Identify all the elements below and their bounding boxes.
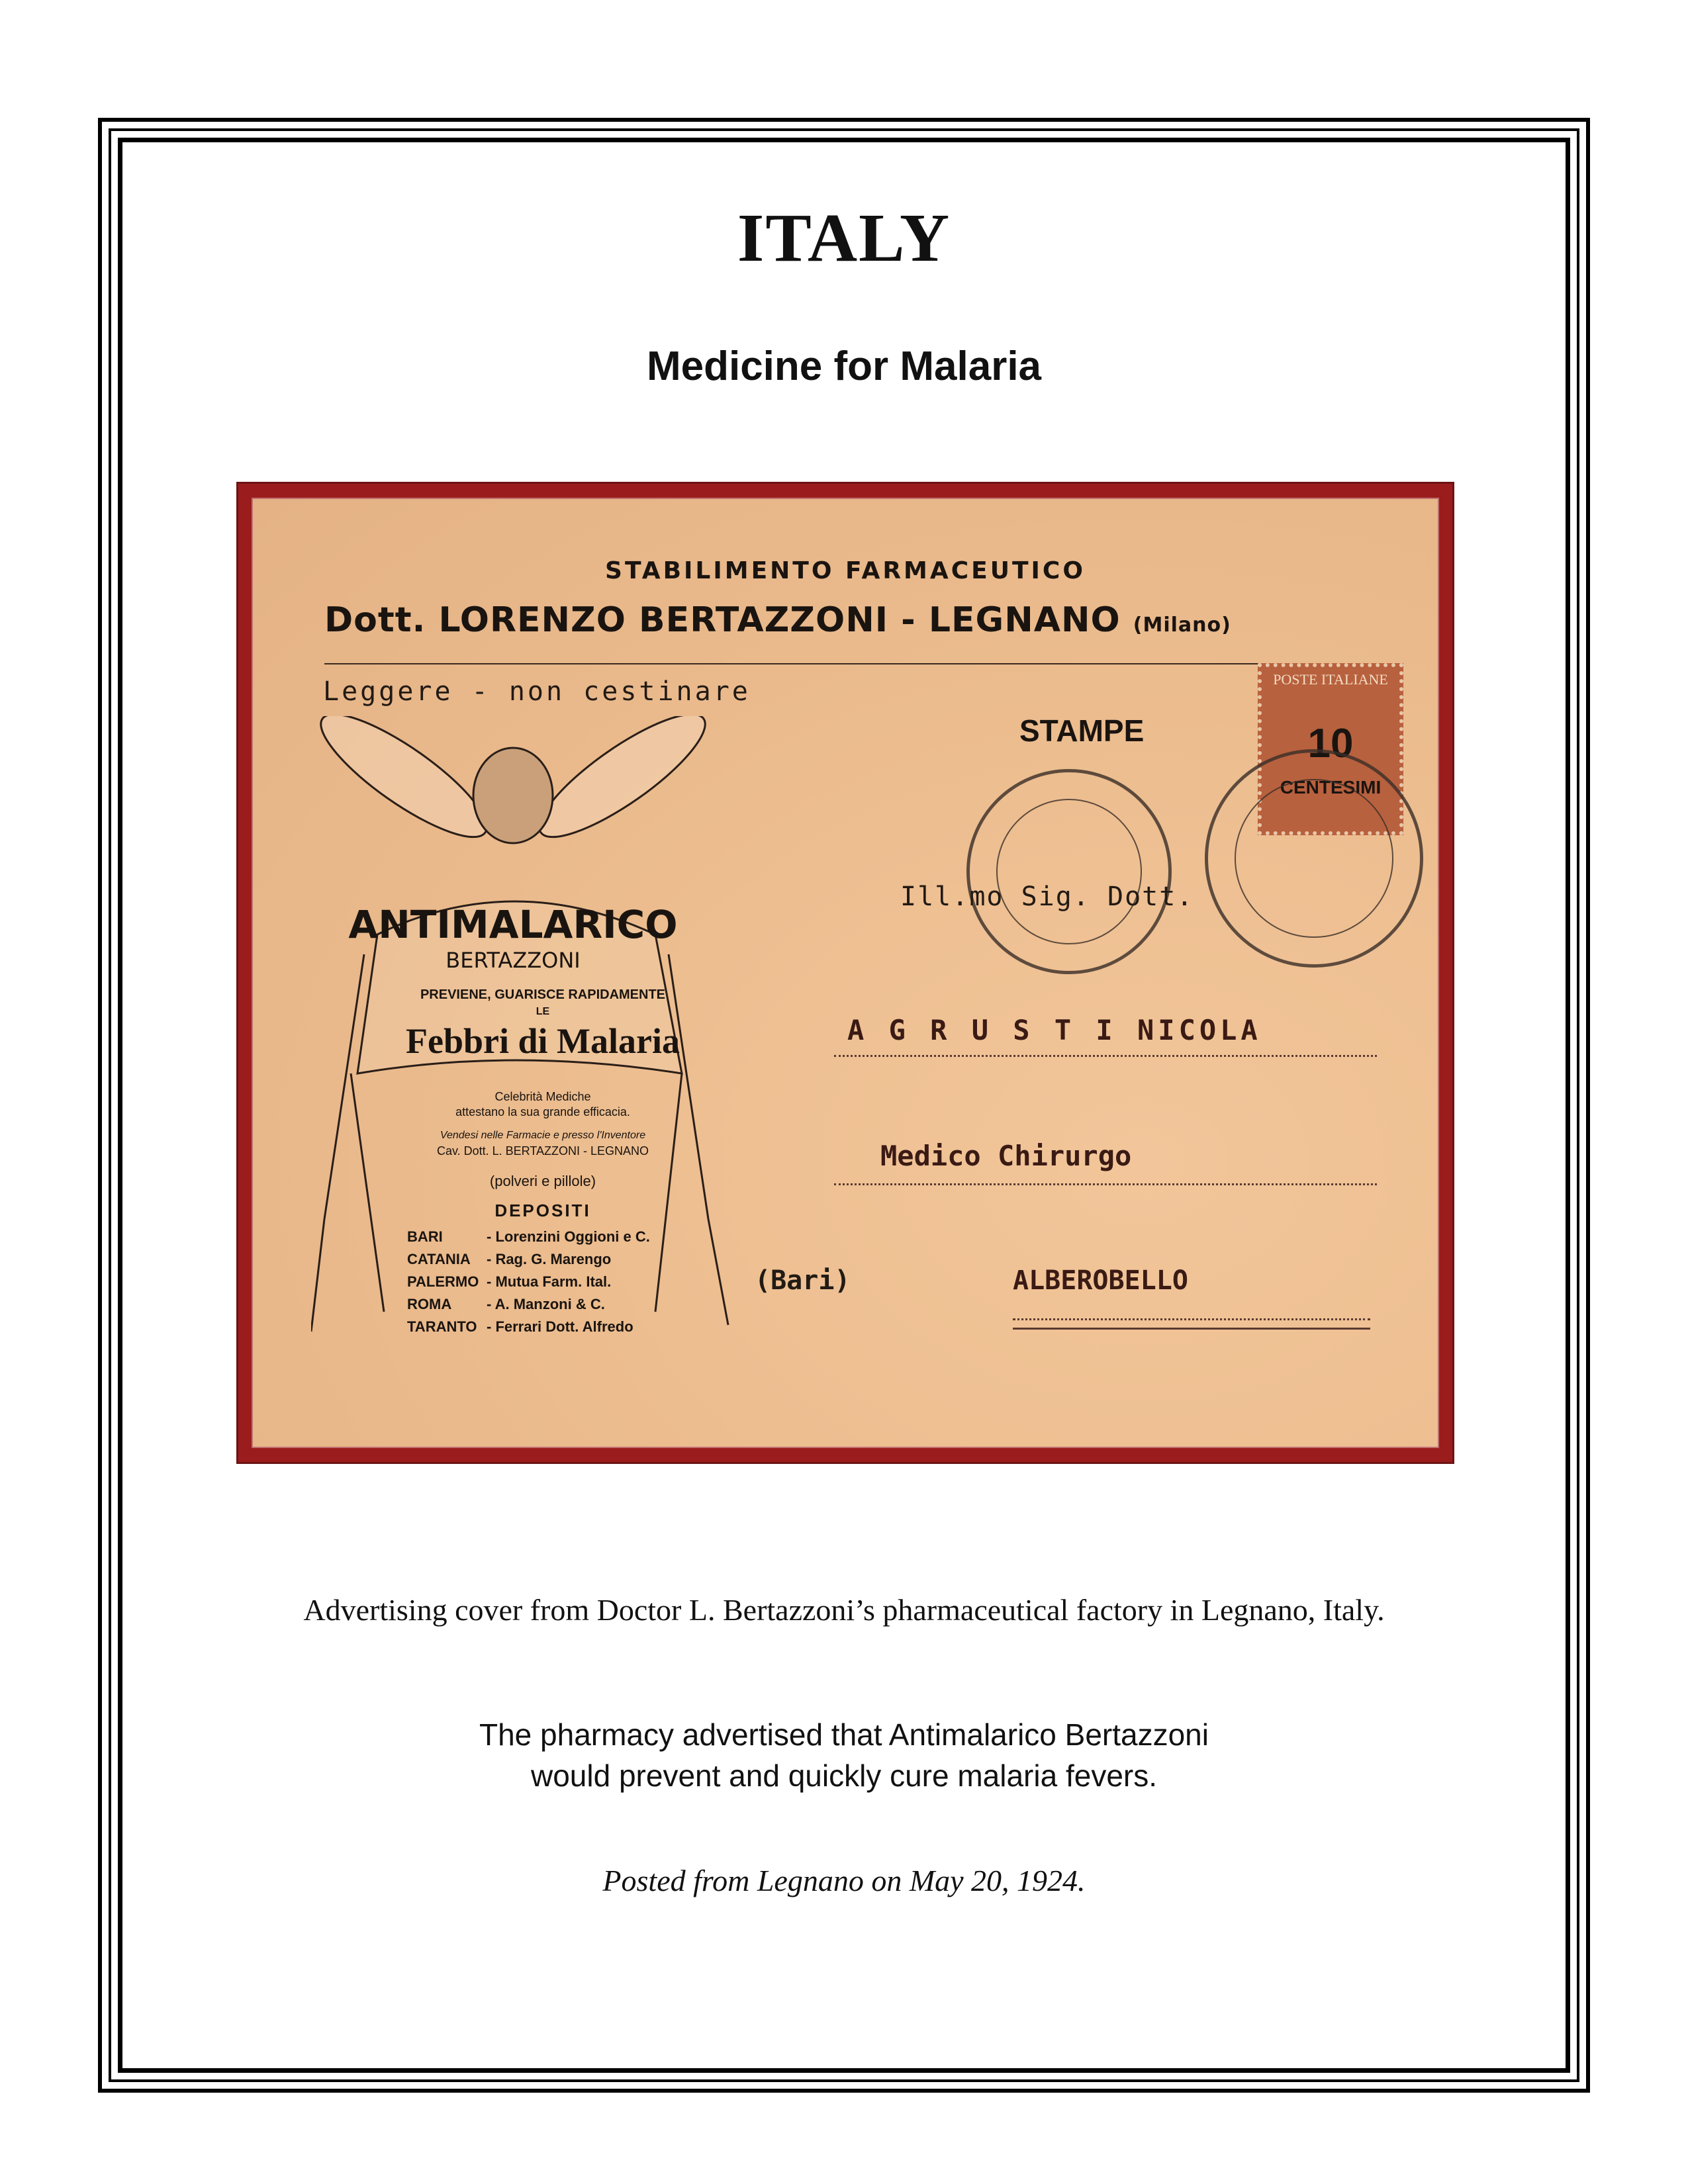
ad-sold: Vendesi nelle Farmacie e presso l'Inventore: [440, 1130, 646, 1141]
ad-le: LE: [536, 1006, 550, 1017]
postmark-circle-1: [966, 769, 1172, 974]
postmark-inner-ring: [996, 799, 1142, 944]
ad-attest: attestano la sua grande efficacia.: [455, 1105, 630, 1118]
caption-claim: [0, 1714, 1688, 1796]
ad-inventor: Cav. Dott. L. BERTAZZONI - LEGNANO: [436, 1144, 649, 1158]
caption-description: Advertising cover from Doctor L. Bertazzoni’s pharmaceutical factory in Legnano, Italy.: [303, 1593, 1385, 1627]
address-name: A G R U S T I NICOLA: [847, 1014, 1262, 1046]
stamp-top-text: POSTE ITALIANE: [1273, 671, 1388, 688]
caption-claim-line1: The pharmacy advertised that Antimalarico Bertazzoni: [479, 1717, 1209, 1752]
address-dotted-line-2: [834, 1183, 1377, 1185]
ad-forms: (polveri e pillole): [489, 1173, 596, 1189]
address-province: (Bari): [755, 1265, 851, 1296]
page-title: ITALY: [737, 200, 951, 276]
mosquito-wing-right: [525, 716, 720, 855]
ad-depot-city: PALERMO: [407, 1273, 479, 1290]
ad-depot-city: CATANIA: [407, 1251, 471, 1267]
ad-depot-city: ROMA: [407, 1296, 452, 1312]
postmark-circle-2: [1205, 749, 1423, 968]
ad-depot-agent: - Mutua Farm. Ital.: [487, 1273, 612, 1290]
postmark-inner-ring: [1235, 779, 1393, 938]
cover-header-city: (Milano): [1133, 614, 1231, 637]
ad-disease: Febbri di Malaria: [406, 1021, 680, 1061]
cover-company-name: Dott. LORENZO BERTAZZONI - LEGNANO: [324, 600, 1121, 640]
ad-claim: PREVIENE, GUARISCE RAPIDAMENTE: [420, 987, 666, 1002]
cover-stampe: STAMPE: [1019, 713, 1145, 748]
ad-depots-list: [407, 1226, 650, 1338]
cover-leggere: Leggere - non cestinare: [323, 676, 751, 707]
ad-depot-city: BARI: [407, 1228, 443, 1245]
ad-depot-city: TARANTO: [407, 1318, 477, 1335]
cover-image: [252, 498, 1439, 1448]
mosquito-wing-left: [311, 716, 501, 855]
ad-maker: BERTAZZONI: [445, 948, 581, 973]
cover-header-line2: [324, 600, 1231, 640]
ad-depot-row: [407, 1248, 650, 1271]
stamp-unit: CENTESIMI: [1280, 777, 1382, 797]
ad-celebrities: Celebrità Mediche: [494, 1090, 591, 1103]
caption-claim-line2: would prevent and quickly cure malaria fevers.: [530, 1758, 1157, 1793]
address-dotted-line-3: [1013, 1318, 1370, 1320]
ad-brand: ANTIMALARICO: [348, 902, 678, 947]
address-dotted-line-1: [834, 1055, 1377, 1057]
address-profession: Medico Chirurgo: [880, 1140, 1132, 1172]
ad-depot-agent: - Lorenzini Oggioni e C.: [487, 1228, 650, 1245]
address-town: ALBEROBELLO: [1013, 1265, 1188, 1296]
caption-posted: Posted from Legnano on May 20, 1924.: [602, 1864, 1086, 1897]
cover-header-line1: STABILIMENTO FARMACEUTICO: [605, 557, 1086, 584]
ad-depot-row: [407, 1293, 650, 1316]
ad-depot-row: [407, 1226, 650, 1248]
ad-depot-agent: - Ferrari Dott. Alfredo: [487, 1318, 633, 1335]
ad-depot-agent: - Rag. G. Marengo: [487, 1251, 612, 1267]
ad-depot-row: [407, 1316, 650, 1338]
page-subtitle: Medicine for Malaria: [646, 343, 1042, 389]
address-salutation: Ill.mo Sig. Dott.: [900, 882, 1194, 912]
address-underline: [1013, 1328, 1370, 1330]
mosquito-head: [473, 748, 553, 843]
ad-depot-agent: - A. Manzoni & C.: [487, 1296, 605, 1312]
cover-header-rule: [324, 663, 1291, 664]
ad-depots-title: DEPOSITI: [494, 1201, 591, 1220]
ad-depot-row: [407, 1271, 650, 1293]
stamp-value: 10: [1307, 721, 1354, 766]
